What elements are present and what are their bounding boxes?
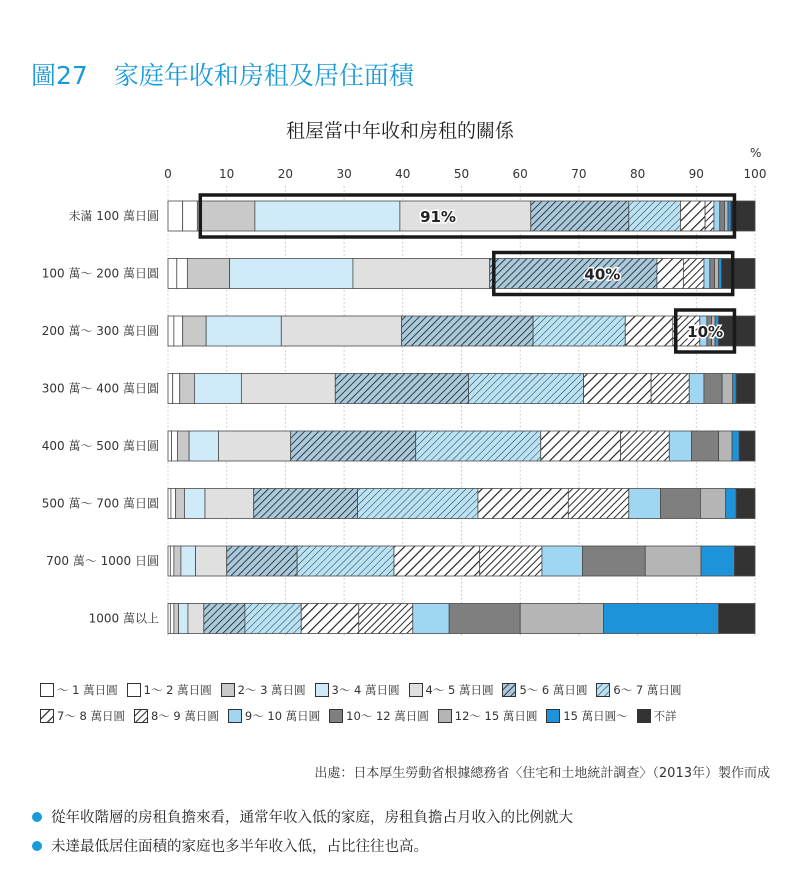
- legend-label: 9～ 10 萬日圓: [244, 708, 321, 723]
- bar-segment: [227, 546, 297, 576]
- legend-item: [329, 707, 429, 724]
- bar-segment: [170, 546, 174, 576]
- legend-row: [40, 681, 780, 698]
- bar-segment: [704, 374, 722, 404]
- legend-item: [409, 681, 494, 698]
- bar-segment: [733, 374, 737, 404]
- legend-label: 6～ 7 萬日圓: [613, 682, 682, 697]
- legend-swatch: [40, 683, 54, 697]
- legend-item: [40, 707, 125, 724]
- legend-label: ～ 1 萬日圓: [57, 682, 118, 697]
- bar-segment: [714, 259, 718, 289]
- category-label: 1000 萬以上: [88, 611, 159, 626]
- bar-segment: [183, 316, 206, 346]
- legend-label: 7～ 8 萬日圓: [57, 708, 125, 723]
- bar-segment: [197, 201, 255, 231]
- x-tick-label: 30: [336, 167, 352, 181]
- bar-segment: [254, 489, 358, 519]
- note-text: 未達最低居住面積的家庭也多半年收入低，占比往往也高。: [51, 839, 428, 855]
- legend-label: 10～ 12 萬日圓: [346, 708, 429, 723]
- bar-segment: [531, 201, 629, 231]
- bar-segment: [724, 201, 728, 231]
- legend-swatch: [40, 709, 54, 723]
- note-item: [32, 806, 573, 827]
- legend-swatch: [502, 683, 516, 697]
- bar-segment: [683, 259, 704, 289]
- bar-segment: [241, 374, 335, 404]
- bar-segment: [168, 316, 174, 346]
- x-tick-label: 100: [743, 167, 767, 181]
- bar-segment: [297, 546, 394, 576]
- bar-segment: [541, 431, 621, 461]
- category-label: 100 萬～ 200 萬日圓: [41, 266, 159, 281]
- bar-segment: [358, 489, 478, 519]
- bar-segment: [416, 431, 541, 461]
- bar-segment: [187, 259, 229, 289]
- bar-segment: [726, 489, 737, 519]
- chart-title: 租屋當中年收和房租的關係: [285, 120, 514, 142]
- bar-segment: [394, 546, 480, 576]
- bar-segment: [736, 374, 755, 404]
- legend-swatch: [596, 683, 610, 697]
- bar-segment: [188, 604, 204, 634]
- bar-segment: [255, 201, 400, 231]
- bar-segment: [196, 546, 227, 576]
- bar-segment: [194, 374, 241, 404]
- legend-swatch: [409, 683, 423, 697]
- highlight-label: 10%: [687, 323, 724, 341]
- legend-item: [596, 681, 681, 698]
- bullet-icon: [32, 812, 42, 822]
- bar-segment: [174, 316, 183, 346]
- legend-swatch: [134, 709, 148, 723]
- x-tick-label: 10: [219, 167, 235, 181]
- bar-segment: [651, 374, 689, 404]
- bar-segment: [680, 201, 705, 231]
- legend-swatch: [546, 709, 560, 723]
- legend-item: [502, 681, 587, 698]
- bar-segment: [469, 374, 584, 404]
- bar-segment: [174, 604, 179, 634]
- source-note: 出處：日本厚生勞動省根據總務省〈住宅和土地統計調查〉（2013年）製作而成: [314, 766, 770, 781]
- bar-segment: [692, 431, 719, 461]
- highlight-label: 91%: [420, 208, 456, 226]
- highlight-label: 40%: [584, 265, 621, 284]
- bar-segment: [728, 201, 731, 231]
- bar-segment: [621, 431, 670, 461]
- bar-segment: [705, 201, 714, 231]
- bar-segment: [582, 546, 645, 576]
- x-tick-label: 90: [688, 167, 704, 181]
- bar-segment: [719, 316, 755, 346]
- bar-segment: [480, 546, 542, 576]
- bar-segment: [335, 374, 468, 404]
- x-tick-label: 20: [277, 167, 294, 181]
- bar-segment: [168, 259, 177, 289]
- bar-segment: [353, 259, 490, 289]
- bar-segment: [584, 374, 652, 404]
- bar-segment: [604, 604, 719, 634]
- bar-segment: [701, 546, 734, 576]
- legend-row: [40, 707, 780, 724]
- bar-segment: [689, 374, 704, 404]
- legend-item: [315, 681, 400, 698]
- legend-swatch: [127, 683, 141, 697]
- bar-segment: [490, 259, 657, 289]
- bar-segment: [174, 546, 181, 576]
- legend-label: 2～ 3 萬日圓: [237, 682, 306, 697]
- bar-segment: [629, 489, 661, 519]
- notes: [32, 806, 573, 864]
- bar-segment: [520, 604, 603, 634]
- bar-segment: [171, 489, 176, 519]
- bar-segment: [449, 604, 520, 634]
- note-text: 從年收階層的房租負擔來看，通常年收入低的家庭，房租負擔占月收入的比例就大: [51, 810, 573, 826]
- bar-segment: [181, 546, 196, 576]
- legend-label: 不詳: [653, 708, 677, 723]
- bar-segment: [734, 546, 755, 576]
- bar-segment: [168, 431, 172, 461]
- bar-segment: [359, 604, 413, 634]
- bar-segment: [168, 201, 183, 231]
- legend: [40, 681, 780, 733]
- x-tick-label: 50: [453, 167, 470, 181]
- legend-item: [221, 681, 306, 698]
- bar-segment: [189, 431, 218, 461]
- category-label: 400 萬～ 500 萬日圓: [41, 439, 159, 453]
- bar-segment: [168, 489, 171, 519]
- x-tick-label: 40: [395, 167, 411, 181]
- legend-item: [127, 681, 212, 698]
- bar-segment: [700, 489, 725, 519]
- category-label: 未滿 100 萬日圓: [68, 209, 159, 223]
- x-tick-label: 60: [512, 167, 528, 181]
- legend-item: [228, 707, 320, 724]
- legend-swatch: [637, 709, 651, 723]
- bar-segment: [245, 604, 301, 634]
- legend-label: 8～ 9 萬日圓: [150, 708, 219, 723]
- legend-swatch: [329, 709, 343, 723]
- bar-segment: [291, 431, 416, 461]
- note-item: [32, 835, 573, 856]
- bar-segment: [478, 489, 568, 519]
- legend-swatch: [438, 709, 452, 723]
- bar-segment: [657, 259, 683, 289]
- category-label: 200 萬～ 300 萬日圓: [41, 324, 159, 338]
- x-tick-label: 80: [629, 167, 646, 181]
- bar-segment: [218, 431, 290, 461]
- bar-segment: [230, 259, 353, 289]
- bar-segment: [176, 489, 185, 519]
- bar-segment: [413, 604, 449, 634]
- bar-segment: [722, 374, 733, 404]
- bar-segment: [172, 431, 178, 461]
- bullet-icon: [32, 841, 42, 851]
- bar-segment: [719, 431, 733, 461]
- legend-item: [134, 707, 219, 724]
- figure-number: 圖27: [31, 61, 88, 90]
- bar-segment: [660, 489, 700, 519]
- bar-segment: [719, 259, 722, 289]
- bar-segment: [739, 431, 755, 461]
- category-label: 700 萬～ 1000 日圓: [46, 554, 159, 568]
- category-label: 500 萬～ 700 萬日圓: [41, 496, 159, 511]
- legend-label: 4～ 5 萬日圓: [425, 682, 494, 697]
- bar-segment: [533, 316, 625, 346]
- legend-item: [438, 707, 538, 724]
- bar-segment: [168, 374, 173, 404]
- bar-segment: [719, 604, 755, 634]
- legend-label: 15 萬日圓～: [563, 708, 628, 723]
- bar-segment: [720, 201, 725, 231]
- bar-segment: [732, 431, 739, 461]
- bar-segment: [184, 489, 205, 519]
- legend-label: 12～ 15 萬日圓: [454, 708, 538, 723]
- bar-segment: [204, 604, 245, 634]
- bar-segment: [170, 604, 174, 634]
- x-tick-label: 70: [571, 167, 587, 181]
- legend-swatch: [315, 683, 329, 697]
- legend-label: 1～ 2 萬日圓: [143, 682, 212, 697]
- bar-segment: [173, 374, 180, 404]
- bar-segment: [177, 431, 189, 461]
- legend-item: [637, 707, 677, 724]
- bar-segment: [714, 201, 720, 231]
- legend-swatch: [221, 683, 235, 697]
- bar-segment: [704, 259, 710, 289]
- bar-segment: [710, 259, 715, 289]
- bar-segment: [180, 374, 195, 404]
- bar-segment: [629, 201, 681, 231]
- bar-segment: [669, 431, 691, 461]
- axis-unit: %: [750, 146, 762, 160]
- bar-segment: [281, 316, 401, 346]
- bar-segment: [645, 546, 701, 576]
- legend-label: 5～ 6 萬日圓: [519, 682, 588, 697]
- bar-segment: [722, 259, 755, 289]
- bar-segment: [206, 316, 281, 346]
- bar-segment: [301, 604, 359, 634]
- figure-title-text: 家庭年收和房租及居住面積: [113, 61, 414, 90]
- category-label: 300 萬～ 400 萬日圓: [41, 381, 159, 396]
- bar-segment: [542, 546, 583, 576]
- legend-swatch: [228, 709, 242, 723]
- legend-item: [40, 681, 118, 698]
- bar-segment: [625, 316, 673, 346]
- legend-label: 3～ 4 萬日圓: [331, 682, 400, 697]
- bar-segment: [402, 316, 533, 346]
- legend-item: [546, 707, 627, 724]
- bar-segment: [568, 489, 628, 519]
- bar-segment: [736, 489, 755, 519]
- bar-segment: [177, 259, 188, 289]
- bar-segment: [179, 604, 188, 634]
- bar-segment: [183, 201, 198, 231]
- bar-segment: [205, 489, 254, 519]
- x-tick-label: 0: [164, 167, 172, 181]
